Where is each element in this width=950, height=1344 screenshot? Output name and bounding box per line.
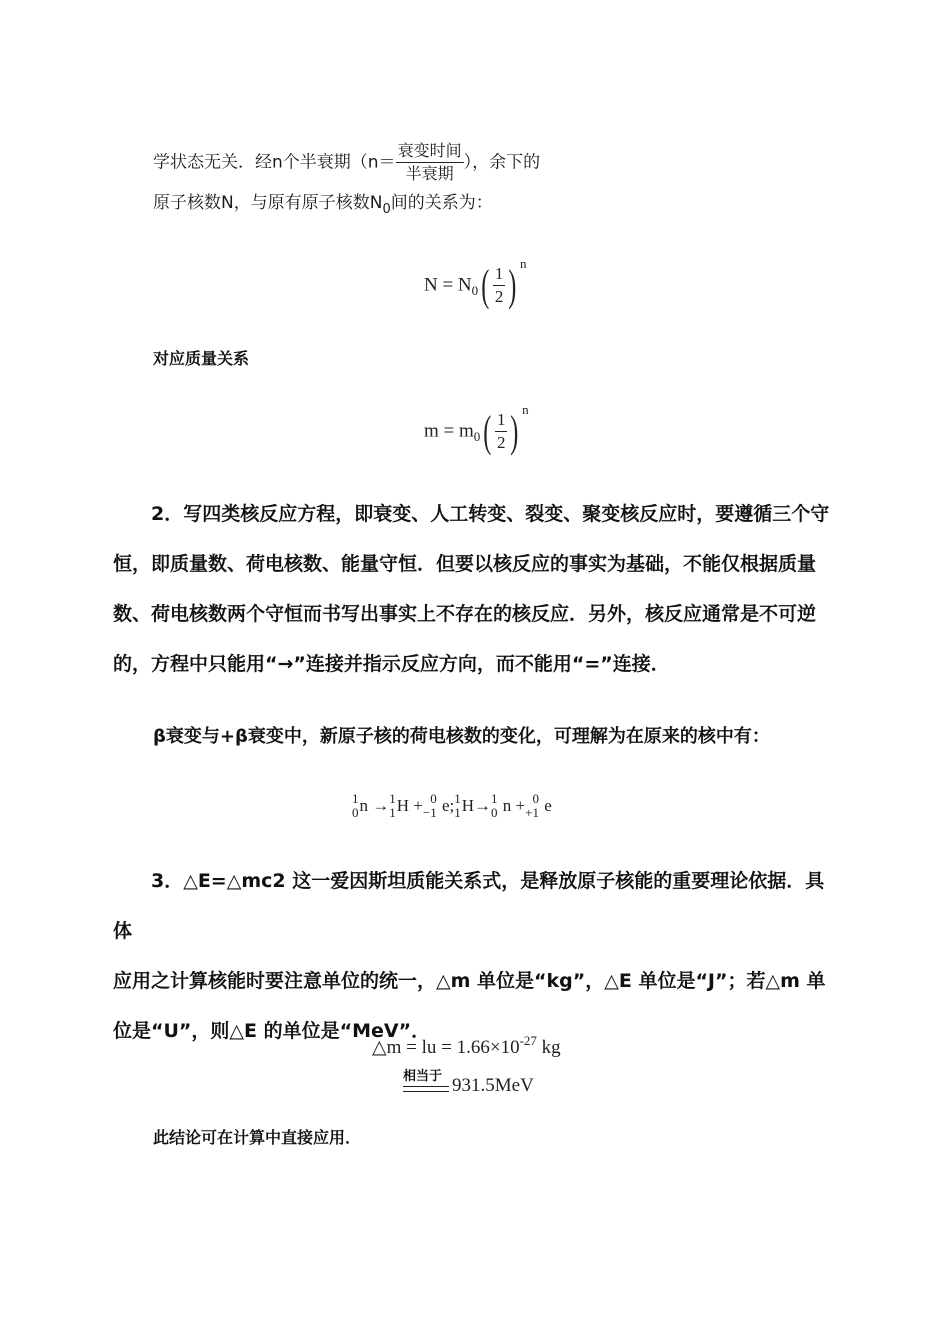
- equivalence-label-text: 相当于: [403, 1069, 443, 1084]
- intro-line-2-subscript: 0: [382, 202, 391, 217]
- n2-numbers: [491, 792, 498, 820]
- formula1-lhs: N = N: [424, 274, 472, 296]
- section-3-line: 位是“U”，则△E 的单位是“MeV”．: [113, 1020, 431, 1042]
- plus-sign: +: [413, 796, 423, 815]
- n2-mass-number: 1: [491, 791, 498, 806]
- neutron-symbol: n: [359, 796, 368, 815]
- formula2-denominator: 2: [496, 433, 506, 453]
- decay-count-formula: [424, 256, 526, 308]
- reaction-arrow-2: →: [474, 796, 492, 815]
- mass-unit-equation: [372, 1033, 561, 1059]
- formula1-subscript: 0: [471, 283, 479, 298]
- h2-numbers: [454, 792, 461, 820]
- n2-charge-number: 0: [491, 805, 498, 820]
- nuclear-equation: [352, 792, 552, 820]
- beta-decay-line: β衰变与+β衰变中，新原子核的荷电核数的变化，可理解为在原来的核中有：: [153, 726, 770, 747]
- e1-charge-number: −1: [422, 805, 437, 820]
- formula2-subscript: 0: [473, 429, 481, 444]
- h-numbers: [389, 792, 396, 820]
- n-charge-number: 0: [352, 805, 359, 820]
- formula1-exponent: n: [519, 256, 527, 271]
- time-ratio-fraction: [396, 140, 464, 185]
- formula2-fraction: [495, 409, 508, 454]
- h2-mass-number: 1: [454, 791, 461, 806]
- section-2-line: 恒，即质量数、荷电核数、能量守恒．但要以核反应的事实为基础，不能仅根据质量: [113, 553, 817, 575]
- intro-line-1: [153, 140, 540, 185]
- e2-charge-number: +1: [525, 805, 539, 820]
- intro-line-1-end: ），余下的: [463, 152, 541, 173]
- formula1-numerator: 1: [493, 263, 506, 286]
- neutron-symbol-2: n: [502, 796, 512, 815]
- proton-symbol: H: [396, 796, 410, 815]
- e1-mass-number: 0: [430, 791, 437, 806]
- formula1-left-paren: (: [481, 260, 490, 310]
- formula1-denominator: 2: [494, 287, 504, 307]
- formula2-exponent: n: [522, 402, 529, 417]
- mass-unit-kg: kg: [541, 1037, 561, 1058]
- section-2-line: 的，方程中只能用“→”连接并指示反应方向，而不能用“=”连接．: [113, 653, 670, 675]
- mass-unit-lhs: △m = lu = 1.66×10: [372, 1037, 520, 1058]
- fraction-numerator: 衰变时间: [396, 140, 464, 163]
- formula2-lhs: m = m: [424, 420, 474, 442]
- energy-value: 931.5MeV: [452, 1075, 534, 1096]
- plus-sign-2: +: [515, 796, 526, 815]
- section-3-paragraph: [113, 856, 838, 1056]
- electron-symbol: e;: [441, 796, 455, 815]
- intro-line-1-start: 学状态无关．经n个半衰期（n＝: [153, 152, 396, 173]
- n-mass-number: 1: [352, 791, 359, 806]
- formula2-numerator: 1: [495, 409, 508, 432]
- intro-line-2-start: 原子核数N，与原有原子核数N: [153, 193, 383, 213]
- intro-line-2-end: 间的关系为：: [390, 193, 493, 213]
- decay-mass-formula: [424, 402, 529, 454]
- positron-symbol: e: [544, 796, 552, 815]
- h-mass-number: 1: [389, 791, 396, 806]
- fraction-denominator: 半衰期: [405, 164, 454, 183]
- formula1-fraction: [493, 263, 506, 308]
- section-2-line: 数、荷电核数两个守恒而书写出事实上不存在的核反应．另外，核反应通常是不可逆: [113, 603, 817, 625]
- equivalence-double-bar: [403, 1086, 449, 1092]
- reaction-arrow: →: [372, 796, 390, 815]
- proton-symbol-2: H: [461, 796, 475, 815]
- intro-line-2: [153, 188, 493, 217]
- h-charge-number: 1: [389, 805, 396, 820]
- mass-unit-exponent: -27: [519, 1033, 537, 1048]
- formula1-right-paren: ): [508, 260, 517, 310]
- h2-charge-number: 1: [454, 805, 461, 820]
- e1-numbers: [423, 792, 437, 820]
- mass-relation-heading: 对应质量关系: [153, 349, 250, 368]
- n-numbers: [352, 792, 359, 820]
- section-3-line: 3．△E=△mc2 这一爱因斯坦质能关系式，是释放原子核能的重要理论依据．具体: [113, 870, 825, 942]
- conclusion-line: 此结论可在计算中直接应用．: [153, 1128, 362, 1147]
- section-2-line: 2．写四类核反应方程，即衰变、人工转变、裂变、聚变核反应时，要遵循三个守: [151, 503, 830, 525]
- section-3-line: 应用之计算核能时要注意单位的统一，△m 单位是“kg”，△E 单位是“J”；若△m 单: [113, 970, 826, 992]
- section-2-paragraph: [113, 489, 838, 689]
- equivalence-label: [403, 1065, 442, 1084]
- e2-numbers: [525, 792, 539, 820]
- formula2-left-paren: (: [483, 406, 492, 456]
- e2-mass-number: 0: [532, 791, 539, 806]
- formula2-right-paren: ): [510, 406, 519, 456]
